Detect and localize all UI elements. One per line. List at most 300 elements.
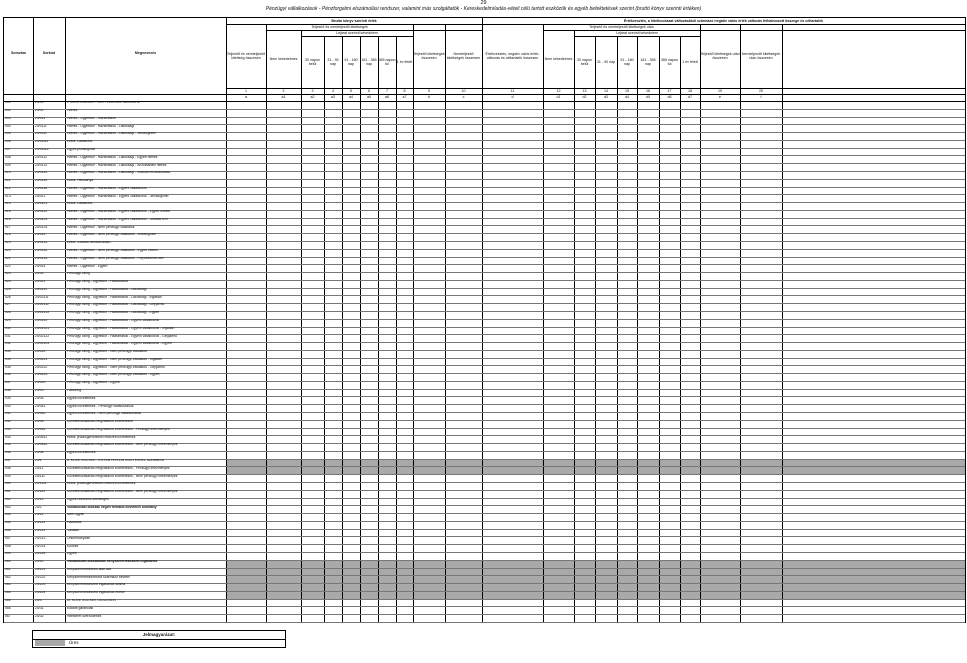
data-cell[interactable] bbox=[617, 389, 637, 397]
data-cell[interactable] bbox=[301, 451, 324, 459]
data-cell[interactable] bbox=[617, 536, 637, 544]
data-cell[interactable] bbox=[413, 225, 445, 233]
data-cell[interactable] bbox=[659, 568, 680, 576]
data-cell[interactable] bbox=[266, 319, 301, 327]
data-cell[interactable] bbox=[595, 117, 617, 125]
data-cell[interactable] bbox=[360, 179, 378, 187]
data-cell[interactable] bbox=[543, 171, 574, 179]
data-cell[interactable] bbox=[680, 241, 700, 249]
data-cell[interactable] bbox=[574, 435, 595, 443]
data-cell[interactable] bbox=[637, 490, 659, 498]
data-cell[interactable] bbox=[637, 210, 659, 218]
data-cell[interactable] bbox=[740, 560, 782, 568]
data-cell[interactable] bbox=[360, 202, 378, 210]
data-cell[interactable] bbox=[617, 459, 637, 467]
data-cell[interactable] bbox=[378, 560, 396, 568]
data-cell[interactable] bbox=[342, 490, 360, 498]
data-cell[interactable] bbox=[301, 288, 324, 296]
data-cell[interactable] bbox=[378, 117, 396, 125]
data-cell[interactable] bbox=[740, 420, 782, 428]
data-cell[interactable] bbox=[482, 140, 543, 148]
data-cell[interactable] bbox=[360, 451, 378, 459]
data-cell[interactable] bbox=[740, 536, 782, 544]
data-cell[interactable] bbox=[324, 280, 342, 288]
data-cell[interactable] bbox=[574, 443, 595, 451]
data-cell[interactable] bbox=[413, 358, 445, 366]
data-cell[interactable] bbox=[445, 466, 482, 474]
data-cell[interactable] bbox=[396, 381, 413, 389]
data-cell[interactable] bbox=[413, 264, 445, 272]
data-cell[interactable] bbox=[324, 311, 342, 319]
data-cell[interactable] bbox=[574, 568, 595, 576]
data-cell[interactable] bbox=[266, 420, 301, 428]
data-cell[interactable] bbox=[543, 420, 574, 428]
data-cell[interactable] bbox=[595, 498, 617, 506]
data-cell[interactable] bbox=[226, 412, 266, 420]
data-cell[interactable] bbox=[266, 599, 301, 607]
data-cell[interactable] bbox=[637, 381, 659, 389]
data-cell[interactable] bbox=[740, 389, 782, 397]
data-cell[interactable] bbox=[360, 194, 378, 202]
data-cell[interactable] bbox=[266, 544, 301, 552]
data-cell[interactable] bbox=[301, 101, 324, 109]
data-cell[interactable] bbox=[226, 451, 266, 459]
data-cell[interactable] bbox=[637, 179, 659, 187]
data-cell[interactable] bbox=[617, 443, 637, 451]
data-cell[interactable] bbox=[301, 381, 324, 389]
data-cell[interactable] bbox=[574, 288, 595, 296]
data-cell[interactable] bbox=[740, 140, 782, 148]
data-cell[interactable] bbox=[266, 303, 301, 311]
data-cell[interactable] bbox=[700, 179, 740, 187]
data-cell[interactable] bbox=[413, 124, 445, 132]
data-cell[interactable] bbox=[659, 280, 680, 288]
data-cell[interactable] bbox=[413, 163, 445, 171]
data-cell[interactable] bbox=[360, 490, 378, 498]
data-cell[interactable] bbox=[324, 171, 342, 179]
data-cell[interactable] bbox=[413, 606, 445, 614]
data-cell[interactable] bbox=[595, 552, 617, 560]
data-cell[interactable] bbox=[266, 218, 301, 226]
data-cell[interactable] bbox=[360, 303, 378, 311]
data-cell[interactable] bbox=[396, 342, 413, 350]
data-cell[interactable] bbox=[482, 163, 543, 171]
data-cell[interactable] bbox=[324, 148, 342, 156]
data-cell[interactable] bbox=[342, 241, 360, 249]
data-cell[interactable] bbox=[266, 365, 301, 373]
data-cell[interactable] bbox=[360, 420, 378, 428]
data-cell[interactable] bbox=[413, 544, 445, 552]
data-cell[interactable] bbox=[595, 396, 617, 404]
data-cell[interactable] bbox=[574, 280, 595, 288]
data-cell[interactable] bbox=[543, 241, 574, 249]
data-cell[interactable] bbox=[226, 101, 266, 109]
data-cell[interactable] bbox=[740, 124, 782, 132]
data-cell[interactable] bbox=[617, 428, 637, 436]
data-cell[interactable] bbox=[617, 334, 637, 342]
data-cell[interactable] bbox=[637, 264, 659, 272]
data-cell[interactable] bbox=[301, 513, 324, 521]
data-cell[interactable] bbox=[740, 505, 782, 513]
data-cell[interactable] bbox=[378, 552, 396, 560]
data-cell[interactable] bbox=[301, 373, 324, 381]
data-cell[interactable] bbox=[324, 132, 342, 140]
data-cell[interactable] bbox=[445, 140, 482, 148]
data-cell[interactable] bbox=[637, 365, 659, 373]
data-cell[interactable] bbox=[324, 109, 342, 117]
data-cell[interactable] bbox=[574, 210, 595, 218]
data-cell[interactable] bbox=[266, 614, 301, 622]
data-cell[interactable] bbox=[360, 163, 378, 171]
data-cell[interactable] bbox=[482, 124, 543, 132]
data-cell[interactable] bbox=[574, 350, 595, 358]
data-cell[interactable] bbox=[342, 210, 360, 218]
data-cell[interactable] bbox=[617, 202, 637, 210]
data-cell[interactable] bbox=[342, 311, 360, 319]
data-cell[interactable] bbox=[659, 225, 680, 233]
data-cell[interactable] bbox=[396, 117, 413, 125]
data-cell[interactable] bbox=[396, 544, 413, 552]
data-cell[interactable] bbox=[396, 257, 413, 265]
data-cell[interactable] bbox=[574, 381, 595, 389]
data-cell[interactable] bbox=[574, 575, 595, 583]
data-cell[interactable] bbox=[700, 210, 740, 218]
data-cell[interactable] bbox=[637, 295, 659, 303]
data-cell[interactable] bbox=[226, 272, 266, 280]
data-cell[interactable] bbox=[680, 163, 700, 171]
data-cell[interactable] bbox=[700, 575, 740, 583]
data-cell[interactable] bbox=[574, 225, 595, 233]
data-cell[interactable] bbox=[637, 466, 659, 474]
data-cell[interactable] bbox=[396, 280, 413, 288]
data-cell[interactable] bbox=[700, 187, 740, 195]
data-cell[interactable] bbox=[637, 272, 659, 280]
data-cell[interactable] bbox=[342, 171, 360, 179]
data-cell[interactable] bbox=[360, 389, 378, 397]
data-cell[interactable] bbox=[301, 365, 324, 373]
data-cell[interactable] bbox=[617, 614, 637, 622]
data-cell[interactable] bbox=[396, 373, 413, 381]
data-cell[interactable] bbox=[637, 311, 659, 319]
data-cell[interactable] bbox=[378, 505, 396, 513]
data-cell[interactable] bbox=[617, 474, 637, 482]
data-cell[interactable] bbox=[637, 474, 659, 482]
data-cell[interactable] bbox=[680, 210, 700, 218]
data-cell[interactable] bbox=[543, 124, 574, 132]
data-cell[interactable] bbox=[617, 358, 637, 366]
data-cell[interactable] bbox=[226, 109, 266, 117]
data-cell[interactable] bbox=[301, 148, 324, 156]
data-cell[interactable] bbox=[482, 179, 543, 187]
data-cell[interactable] bbox=[226, 179, 266, 187]
data-cell[interactable] bbox=[740, 583, 782, 591]
data-cell[interactable] bbox=[324, 552, 342, 560]
data-cell[interactable] bbox=[482, 257, 543, 265]
data-cell[interactable] bbox=[680, 482, 700, 490]
data-cell[interactable] bbox=[617, 373, 637, 381]
data-cell[interactable] bbox=[342, 225, 360, 233]
data-cell[interactable] bbox=[360, 257, 378, 265]
data-cell[interactable] bbox=[266, 568, 301, 576]
data-cell[interactable] bbox=[413, 552, 445, 560]
data-cell[interactable] bbox=[700, 257, 740, 265]
data-cell[interactable] bbox=[574, 303, 595, 311]
data-cell[interactable] bbox=[574, 155, 595, 163]
data-cell[interactable] bbox=[301, 505, 324, 513]
data-cell[interactable] bbox=[445, 358, 482, 366]
data-cell[interactable] bbox=[543, 249, 574, 257]
data-cell[interactable] bbox=[574, 257, 595, 265]
data-cell[interactable] bbox=[342, 614, 360, 622]
data-cell[interactable] bbox=[574, 148, 595, 156]
data-cell[interactable] bbox=[543, 373, 574, 381]
data-cell[interactable] bbox=[543, 327, 574, 335]
data-cell[interactable] bbox=[266, 171, 301, 179]
data-cell[interactable] bbox=[301, 435, 324, 443]
data-cell[interactable] bbox=[378, 303, 396, 311]
data-cell[interactable] bbox=[700, 606, 740, 614]
data-cell[interactable] bbox=[378, 474, 396, 482]
data-cell[interactable] bbox=[396, 194, 413, 202]
data-cell[interactable] bbox=[378, 140, 396, 148]
data-cell[interactable] bbox=[595, 614, 617, 622]
data-cell[interactable] bbox=[445, 606, 482, 614]
data-cell[interactable] bbox=[740, 396, 782, 404]
data-cell[interactable] bbox=[595, 249, 617, 257]
data-cell[interactable] bbox=[226, 420, 266, 428]
data-cell[interactable] bbox=[266, 412, 301, 420]
data-cell[interactable] bbox=[659, 536, 680, 544]
data-cell[interactable] bbox=[342, 148, 360, 156]
data-cell[interactable] bbox=[342, 466, 360, 474]
data-cell[interactable] bbox=[360, 505, 378, 513]
data-cell[interactable] bbox=[324, 614, 342, 622]
data-cell[interactable] bbox=[396, 482, 413, 490]
data-cell[interactable] bbox=[574, 513, 595, 521]
data-cell[interactable] bbox=[324, 381, 342, 389]
data-cell[interactable] bbox=[396, 505, 413, 513]
data-cell[interactable] bbox=[659, 521, 680, 529]
data-cell[interactable] bbox=[595, 202, 617, 210]
data-cell[interactable] bbox=[543, 257, 574, 265]
data-cell[interactable] bbox=[659, 303, 680, 311]
data-cell[interactable] bbox=[543, 404, 574, 412]
data-cell[interactable] bbox=[413, 194, 445, 202]
data-cell[interactable] bbox=[396, 179, 413, 187]
data-cell[interactable] bbox=[445, 233, 482, 241]
data-cell[interactable] bbox=[301, 109, 324, 117]
data-cell[interactable] bbox=[301, 412, 324, 420]
data-cell[interactable] bbox=[378, 459, 396, 467]
data-cell[interactable] bbox=[637, 443, 659, 451]
data-cell[interactable] bbox=[595, 575, 617, 583]
data-cell[interactable] bbox=[574, 132, 595, 140]
data-cell[interactable] bbox=[324, 490, 342, 498]
data-cell[interactable] bbox=[360, 536, 378, 544]
data-cell[interactable] bbox=[595, 466, 617, 474]
data-cell[interactable] bbox=[543, 459, 574, 467]
data-cell[interactable] bbox=[700, 295, 740, 303]
data-cell[interactable] bbox=[266, 498, 301, 506]
data-cell[interactable] bbox=[637, 187, 659, 195]
data-cell[interactable] bbox=[445, 568, 482, 576]
data-cell[interactable] bbox=[700, 241, 740, 249]
data-cell[interactable] bbox=[595, 288, 617, 296]
data-cell[interactable] bbox=[342, 327, 360, 335]
data-cell[interactable] bbox=[378, 124, 396, 132]
data-cell[interactable] bbox=[301, 334, 324, 342]
data-cell[interactable] bbox=[482, 358, 543, 366]
data-cell[interactable] bbox=[617, 280, 637, 288]
data-cell[interactable] bbox=[680, 311, 700, 319]
data-cell[interactable] bbox=[543, 396, 574, 404]
data-cell[interactable] bbox=[378, 420, 396, 428]
data-cell[interactable] bbox=[413, 435, 445, 443]
data-cell[interactable] bbox=[360, 521, 378, 529]
data-cell[interactable] bbox=[360, 132, 378, 140]
data-cell[interactable] bbox=[700, 396, 740, 404]
data-cell[interactable] bbox=[342, 420, 360, 428]
data-cell[interactable] bbox=[266, 373, 301, 381]
data-cell[interactable] bbox=[543, 342, 574, 350]
data-cell[interactable] bbox=[226, 614, 266, 622]
data-cell[interactable] bbox=[413, 171, 445, 179]
data-cell[interactable] bbox=[482, 482, 543, 490]
data-cell[interactable] bbox=[413, 505, 445, 513]
data-cell[interactable] bbox=[324, 225, 342, 233]
data-cell[interactable] bbox=[360, 311, 378, 319]
data-cell[interactable] bbox=[700, 466, 740, 474]
data-cell[interactable] bbox=[482, 187, 543, 195]
data-cell[interactable] bbox=[301, 194, 324, 202]
data-cell[interactable] bbox=[301, 124, 324, 132]
data-cell[interactable] bbox=[360, 210, 378, 218]
data-cell[interactable] bbox=[324, 474, 342, 482]
data-cell[interactable] bbox=[482, 295, 543, 303]
data-cell[interactable] bbox=[637, 435, 659, 443]
data-cell[interactable] bbox=[396, 202, 413, 210]
data-cell[interactable] bbox=[301, 264, 324, 272]
data-cell[interactable] bbox=[700, 404, 740, 412]
data-cell[interactable] bbox=[342, 163, 360, 171]
data-cell[interactable] bbox=[324, 272, 342, 280]
data-cell[interactable] bbox=[680, 552, 700, 560]
data-cell[interactable] bbox=[342, 536, 360, 544]
data-cell[interactable] bbox=[740, 521, 782, 529]
data-cell[interactable] bbox=[543, 498, 574, 506]
data-cell[interactable] bbox=[360, 435, 378, 443]
data-cell[interactable] bbox=[324, 334, 342, 342]
data-cell[interactable] bbox=[482, 560, 543, 568]
data-cell[interactable] bbox=[342, 342, 360, 350]
data-cell[interactable] bbox=[445, 155, 482, 163]
data-cell[interactable] bbox=[445, 272, 482, 280]
data-cell[interactable] bbox=[637, 420, 659, 428]
data-cell[interactable] bbox=[595, 536, 617, 544]
data-cell[interactable] bbox=[659, 101, 680, 109]
data-cell[interactable] bbox=[413, 233, 445, 241]
data-cell[interactable] bbox=[595, 342, 617, 350]
data-cell[interactable] bbox=[378, 529, 396, 537]
data-cell[interactable] bbox=[482, 529, 543, 537]
data-cell[interactable] bbox=[659, 124, 680, 132]
data-cell[interactable] bbox=[378, 241, 396, 249]
data-cell[interactable] bbox=[595, 140, 617, 148]
data-cell[interactable] bbox=[659, 334, 680, 342]
data-cell[interactable] bbox=[301, 591, 324, 599]
data-cell[interactable] bbox=[301, 420, 324, 428]
data-cell[interactable] bbox=[396, 124, 413, 132]
data-cell[interactable] bbox=[617, 381, 637, 389]
data-cell[interactable] bbox=[740, 404, 782, 412]
data-cell[interactable] bbox=[680, 389, 700, 397]
data-cell[interactable] bbox=[378, 428, 396, 436]
data-cell[interactable] bbox=[680, 288, 700, 296]
data-cell[interactable] bbox=[543, 140, 574, 148]
data-cell[interactable] bbox=[637, 513, 659, 521]
data-cell[interactable] bbox=[617, 303, 637, 311]
data-cell[interactable] bbox=[637, 163, 659, 171]
data-cell[interactable] bbox=[740, 155, 782, 163]
data-cell[interactable] bbox=[740, 358, 782, 366]
data-cell[interactable] bbox=[574, 319, 595, 327]
data-cell[interactable] bbox=[226, 544, 266, 552]
data-cell[interactable] bbox=[324, 568, 342, 576]
data-cell[interactable] bbox=[595, 560, 617, 568]
data-cell[interactable] bbox=[396, 187, 413, 195]
data-cell[interactable] bbox=[617, 412, 637, 420]
data-cell[interactable] bbox=[226, 171, 266, 179]
data-cell[interactable] bbox=[482, 342, 543, 350]
data-cell[interactable] bbox=[226, 210, 266, 218]
data-cell[interactable] bbox=[574, 358, 595, 366]
data-cell[interactable] bbox=[226, 568, 266, 576]
data-cell[interactable] bbox=[301, 342, 324, 350]
data-cell[interactable] bbox=[413, 466, 445, 474]
data-cell[interactable] bbox=[445, 109, 482, 117]
data-cell[interactable] bbox=[413, 140, 445, 148]
data-cell[interactable] bbox=[637, 327, 659, 335]
data-cell[interactable] bbox=[342, 155, 360, 163]
data-cell[interactable] bbox=[226, 606, 266, 614]
data-cell[interactable] bbox=[574, 404, 595, 412]
data-cell[interactable] bbox=[301, 466, 324, 474]
data-cell[interactable] bbox=[680, 117, 700, 125]
data-cell[interactable] bbox=[617, 350, 637, 358]
data-cell[interactable] bbox=[266, 466, 301, 474]
data-cell[interactable] bbox=[396, 249, 413, 257]
data-cell[interactable] bbox=[700, 591, 740, 599]
data-cell[interactable] bbox=[413, 599, 445, 607]
data-cell[interactable] bbox=[700, 521, 740, 529]
data-cell[interactable] bbox=[740, 482, 782, 490]
data-cell[interactable] bbox=[413, 272, 445, 280]
data-cell[interactable] bbox=[445, 342, 482, 350]
data-cell[interactable] bbox=[342, 187, 360, 195]
data-cell[interactable] bbox=[396, 272, 413, 280]
data-cell[interactable] bbox=[266, 451, 301, 459]
data-cell[interactable] bbox=[445, 389, 482, 397]
data-cell[interactable] bbox=[445, 404, 482, 412]
data-cell[interactable] bbox=[360, 583, 378, 591]
data-cell[interactable] bbox=[543, 474, 574, 482]
data-cell[interactable] bbox=[595, 474, 617, 482]
data-cell[interactable] bbox=[266, 529, 301, 537]
data-cell[interactable] bbox=[324, 210, 342, 218]
data-cell[interactable] bbox=[700, 552, 740, 560]
data-cell[interactable] bbox=[543, 225, 574, 233]
data-cell[interactable] bbox=[301, 606, 324, 614]
